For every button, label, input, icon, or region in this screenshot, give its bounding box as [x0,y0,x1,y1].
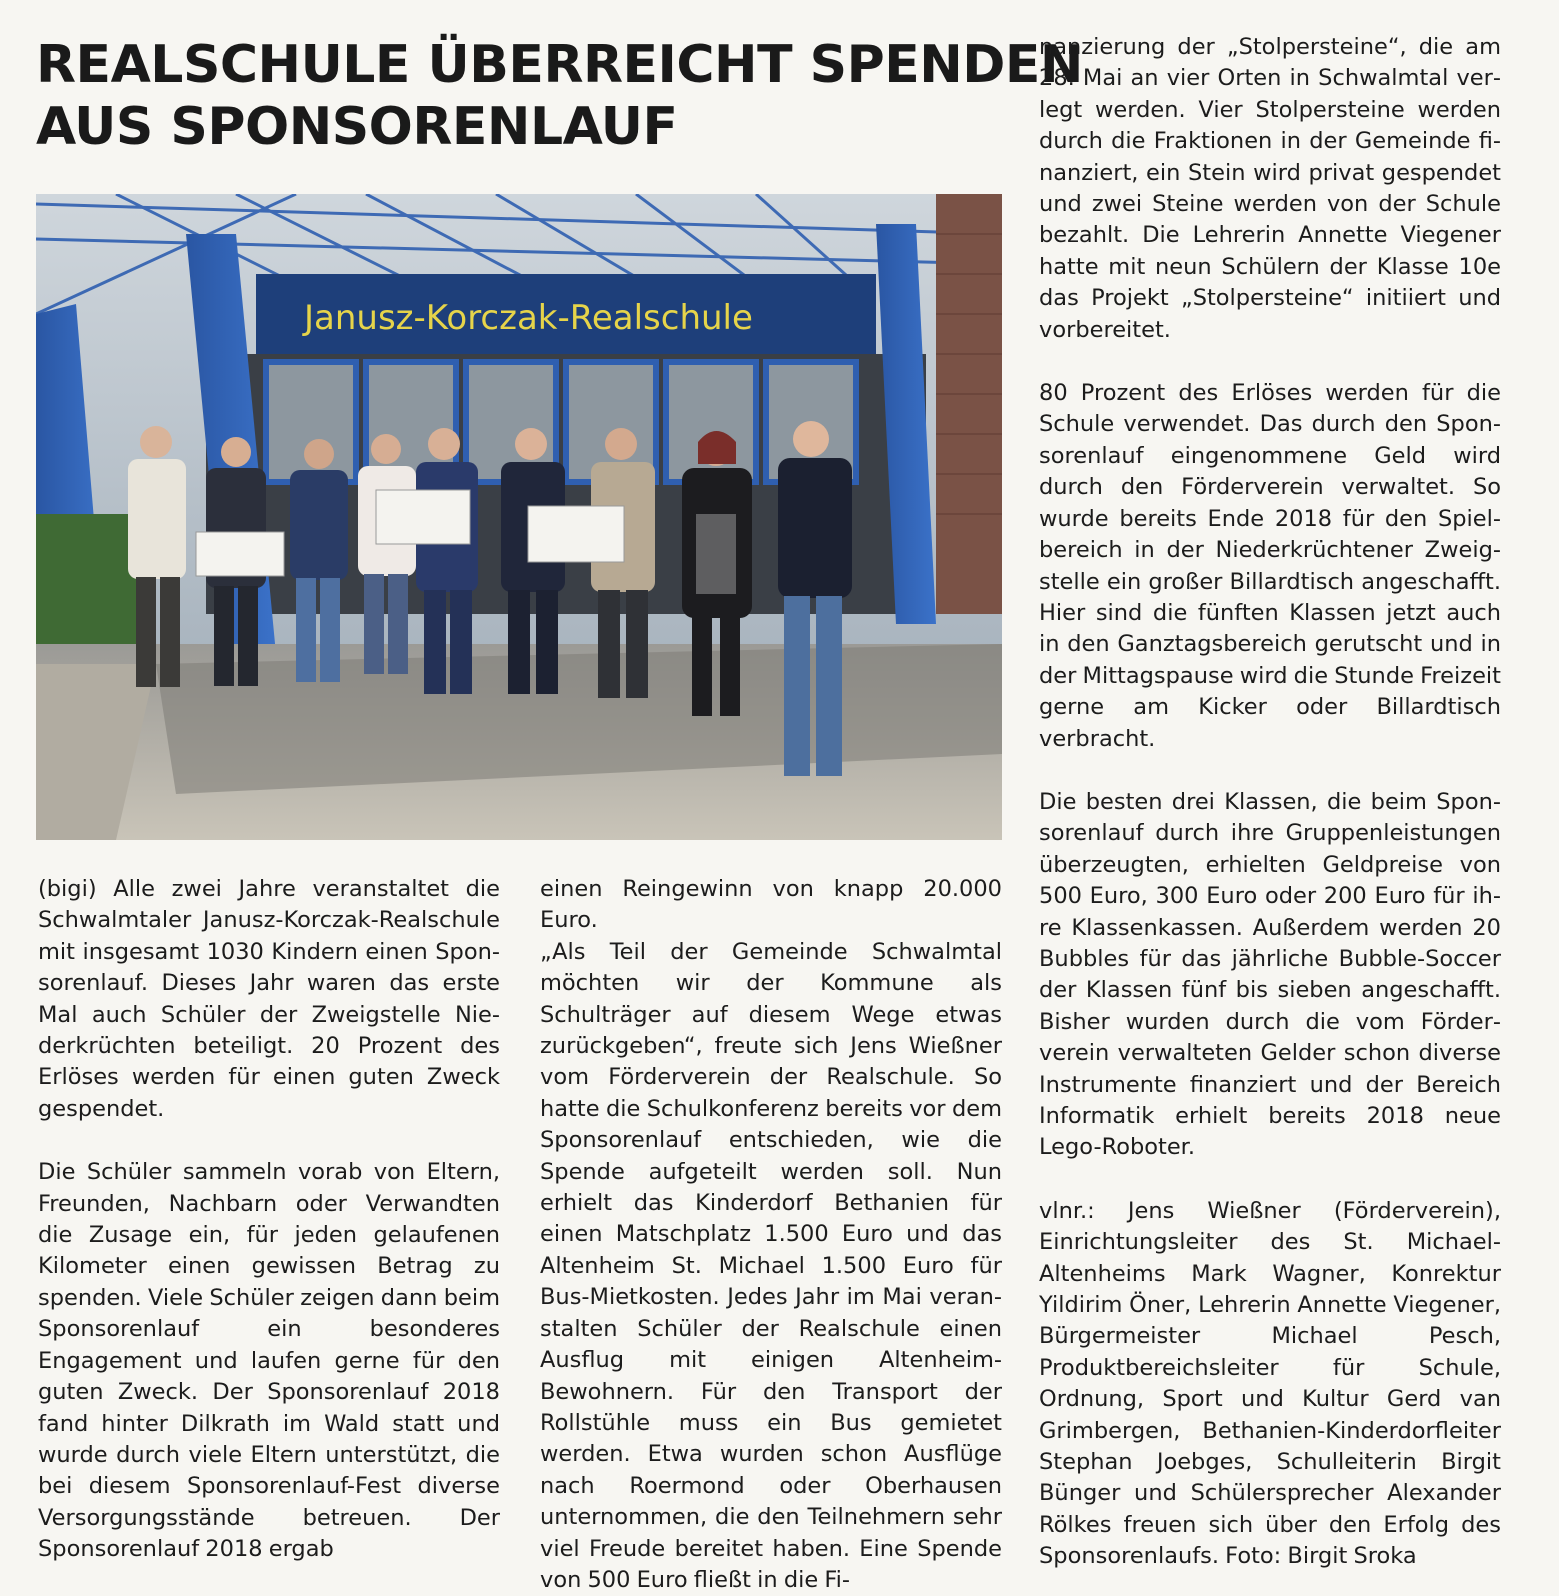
body-paragraph: Die besten drei Klassen, die beim Sponsorenlauf durch ihre Gruppenleistungen überzeugten, erhielten Geldpreise von 500 Euro, 300 Euro oder 200 Euro für ihre Klassenkassen. Außerdem werden 20 Bubbles für das jährliche Bubble-Soccer der Klassen fünf bis sieben angeschafft. Bisher wurden durch die vom Förderverein verwalteten Gelder schon diverse Instrumente finanziert und der Bereich Informatik erhielt bereits 2018 neue Lego-Roboter. [1039,788,1501,1161]
body-paragraph: (bigi) Alle zwei Jahre veranstaltet die Schwalmtaler Janusz-Korczak-Realschule mit insgesamt 1030 Kindern einen Sponsorenlauf. Dieses Jahr waren das erste Mal auch Schüler der Zweigstelle Niederkrüchten beteiligt. 20 Prozent des Erlöses werden für einen guten Zweck gespendet. [38,876,500,1122]
photo-caption: vlnr.: Jens Wießner (Förderverein), Einrichtungsleiter des St. Michael-Altenheims Mark Wagner, Konrektur Yildirim Öner, Lehrerin Annette Viegener, Bürgermeister Michael Pesch, Produktbereichsleiter für Schule, Ordnung, Sport und Kultur Gerd van Grimbergen, Bethanien-Kinderdorfleiter Stephan Joebges, Schulleiterin Birgit Bünger und Schülersprecher Alexander Rölkes freuen sich über den Erfolg des Sponsorenlaufs. Foto: Birgit Sroka [1039,1197,1501,1570]
body-paragraph: nanzierung der „Stolpersteine“, die am 28. Mai an vier Orten in Schwalmtal verlegt werden. Vier Stolpersteine werden durch die Fraktionen in der Gemeinde finanziert, ein Stein wird privat gespendet und zwei Steine werden von der Schule bezahlt. Die Lehrerin Annette Viegener hatte mit neun Schülern der Klasse 10e das Projekt „Stolpersteine“ initiiert und vorbereitet. [1039,34,1501,343]
body-paragraph: Die Schüler sammeln vorab von Eltern, Freunden, Nachbarn oder Verwandten die Zusage ein, für jeden gelaufenen Kilometer einen gewissen Betrag zu spenden. Viele Schüler zeigen dann beim Sponsorenlauf ein besonderes Engagement und laufen gerne für den guten Zweck. Der Sponsorenlauf 2018 fand hinter Dilkrath im Wald statt und wurde durch viele Eltern unterstützt, die bei diesem Sponsorenlauf-Fest diverse Versorgungsstände betreuen. Der Sponsorenlauf 2018 ergab [38,1159,500,1563]
article-column-1 [38,874,500,1566]
article-column-2 [540,874,1002,1596]
headline-line-1: REALSCHULE ÜBERREICHT SPENDEN [36,35,1083,95]
body-paragraph: „Als Teil der Gemeinde Schwalmtal möchten wir der Kommune als Schulträger auf diesem Wege etwas zurückgeben“, freute sich Jens Wießner vom Förderverein der Realschule. So hatte die Schulkonferenz bereits vor dem Sponsorenlauf entschieden, wie die Spende aufgeteilt werden soll. Nun erhielt das Kinderdorf Bethanien für einen Matschplatz 1.500 Euro und das Altenheim St. Michael 1.500 Euro für Bus-Mietkosten. Jedes Jahr im Mai veranstalten Schüler der Realschule einen Ausflug mit einigen Altenheim-Bewohnern. Für den Transport der Rollstühle muss ein Bus gemietet werden. Etwa wurden schon Ausflüge nach Roermond oder Oberhausen unternommen, die den Teilnehmern sehr viel Freude bereitet haben. Eine Spende von 500 Euro fließt in die Fi- [540,938,1002,1593]
body-paragraph: einen Reingewinn von knapp 20.000 Euro. [540,876,1002,934]
school-sign-text: Janusz-Korczak-Realschule [304,298,753,338]
article-photo [36,194,1002,840]
photo-school-entrance-illustration [36,194,1002,840]
body-paragraph: 80 Prozent des Erlöses werden für die Schule verwendet. Das durch den Sponsorenlauf eingenommene Geld wird durch den Förderverein verwaltet. So wurde bereits Ende 2018 für den Spielbereich in der Niederkrüchtener Zweigstelle ein großer Billardtisch angeschafft. Hier sind die fünften Klassen jetzt auch in den Ganztagsbereich gerutscht und in der Mittagspause wird die Stunde Freizeit gerne am Kicker oder Billardtisch verbracht. [1039,380,1501,752]
headline-line-2: AUS SPONSORENLAUF [36,97,678,157]
article-headline [36,34,1083,158]
article-column-3 [1039,32,1501,1573]
